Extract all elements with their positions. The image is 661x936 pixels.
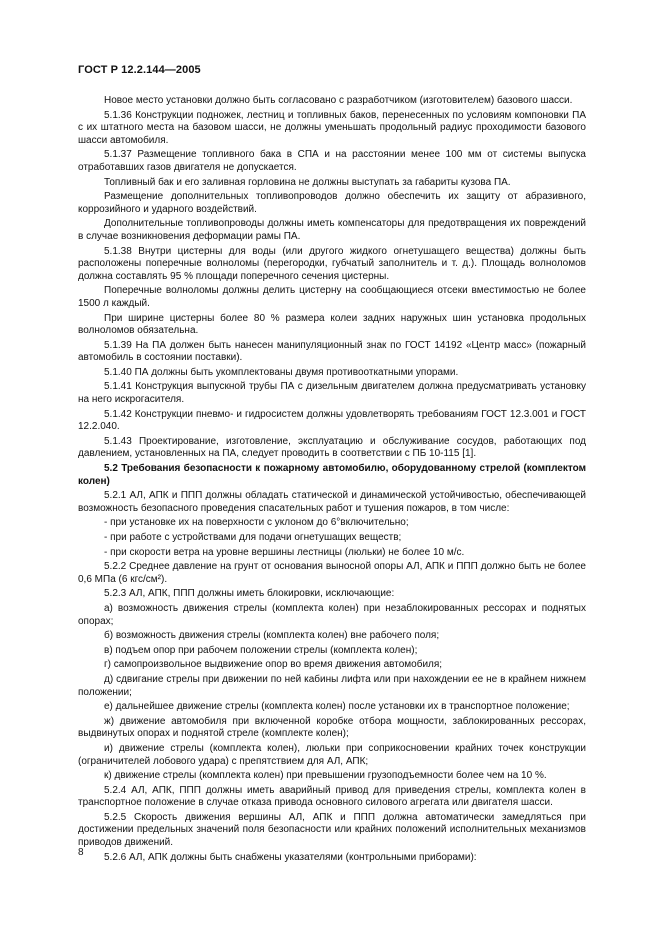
paragraph: Размещение дополнительных топливопроводов должно обеспечить их защиту от абразивного, коррозийного и ударного воздействий. [78,191,586,215]
paragraph: б) возможность движения стрелы (комплекта колен) вне рабочего поля; [104,630,440,642]
paragraph: Новое место установки должно быть согласовано с разработчиком (изготовителем) базового шасси. [104,95,573,106]
paragraph: 5.1.36 Конструкции подножек, лестниц и топливных баков, перенесенных по условиям компоновки ПА с их штатного места на базовом шасси, не должны уменьшать продольный радиус проходимости базового шасси автомобиля. [78,109,586,146]
paragraph: - при работе с устройствами для подачи огнетушащих веществ; [104,532,402,543]
paragraph: е) дальнейшее движение стрелы (комплекта колен) после установки их в транспортное положение; [104,701,570,713]
paragraph: 5.1.40 ПА должны быть укомплектованы двумя противооткатными упорами. [104,366,459,378]
paragraph: - при установке их на поверхности с уклоном до 6°включительно; [104,517,409,529]
paragraph: 5.2.3 АЛ, АПК, ППП должны иметь блокировки, исключающие: [104,588,395,600]
paragraph: 5.1.43 Проектирование, изготовление, эксплуатацию и обслуживание сосудов, работающих под давлением, установленных на ПА, следует проводить в соответствии с ПБ 10-115 [1]. [78,435,586,460]
paragraph: 5.1.37 Размещение топливного бака в СПА и на расстоянии менее 100 мм от системы выпуска отработавших газов двигателя не допускается. [78,149,586,173]
paragraph: Топливный бак и его заливная горловина не должны выступать за габариты кузова ПА. [104,176,511,188]
paragraph: 5.1.41 Конструкция выпускной трубы ПА с дизельным двигателем должна предусматривать установку на него искрогасителя. [78,381,586,406]
page-number: 8 [78,847,84,858]
paragraph: к) движение стрелы (комплекта колен) при превышении грузоподъемности более чем на 10 %. [104,770,547,782]
paragraph: в) подъем опор при рабочем положении стрелы (комплекта колен); [104,644,418,656]
document-body [78,95,586,866]
paragraph: 5.2.5 Скорость движения вершины АЛ, АПК и ППП должна автоматически замедляться при достижении предельных значений поля безопасности или крайних положений исполнительных механизмов приводов движений. [78,811,586,849]
paragraph: 5.1.39 На ПА должен быть нанесен манипуляционный знак по ГОСТ 14192 «Центр масс» (пожарный автомобиль в состоянии поставки). [78,339,586,364]
paragraph: д) сдвигание стрелы при движении по ней кабины лифта или при нахождении ее не в крайнем нижнем положении; [78,673,586,698]
paragraph: - при скорости ветра на уровне вершины лестницы (люльки) не более 10 м/с. [104,546,465,558]
paragraph: ж) движение автомобиля при включенной коробке отбора мощности, заблокированных рессорах, выдвинутых опорах и поднятой стреле (комплекте колен); [78,715,586,740]
paragraph: 5.1.42 Конструкции пневмо- и гидросистем должны удовлетворять требованиям ГОСТ 12.3.001 и ГОСТ 12.2.040. [78,408,586,433]
paragraph: Дополнительные топливопроводы должны иметь компенсаторы для предотвращения их повреждений в случае возникновения деформации рамы ПА. [78,218,586,242]
paragraph: При ширине цистерны более 80 % размера колеи задних наружных шин установка продольных волноломов обязательна. [78,312,586,337]
section-heading: 5.2 Требования безопасности к пожарному автомобилю, оборудованному стрелой (комплектом колен) [78,463,586,487]
paragraph: 5.2.2 Среднее давление на грунт от основания выносной опоры АЛ, АПК и ППП должно быть не более 0,6 МПа (6 кгс/см²). [78,561,586,585]
paragraph: Поперечные волноломы должны делить цистерну на сообщающиеся отсеки вместимостью не более 1500 л каждый. [78,285,586,309]
paragraph: и) движение стрелы (комплекта колен), люльки при соприкосновении крайних точек конструкции (ограничителей лобового удара) с препятствием для АЛ, АПК; [78,742,586,767]
paragraph: 5.2.1 АЛ, АПК и ППП должны обладать статической и динамической устойчивостью, обеспечивающей возможность безопасного проведения спасательных работ и тушения пожаров, в том числе: [78,490,586,514]
paragraph: 5.2.6 АЛ, АПК должны быть снабжены указателями (контрольными приборами): [104,851,477,863]
paragraph: а) возможность движения стрелы (комплекта колен) при незаблокированных рессорах и поднятых опорах; [78,602,586,627]
paragraph: 5.1.38 Внутри цистерны для воды (или другого жидкого огнетушащего вещества) должны быть расположены поперечные волноломы (перегородки, губчатый заполнитель и т. д.). Площадь волноломов должна составлять 95 % площади поперечного сечения цистерны. [78,245,586,282]
paragraph: г) самопроизвольное выдвижение опор во время движения автомобиля; [104,659,443,671]
document-header: ГОСТ Р 12.2.144—2005 [78,64,201,76]
paragraph: 5.2.4 АЛ, АПК, ППП должны иметь аварийный привод для приведения стрелы, комплекта колен в транспортное положение в случае отказа привода основного силового агрегата или двигателя шасси. [78,784,586,809]
